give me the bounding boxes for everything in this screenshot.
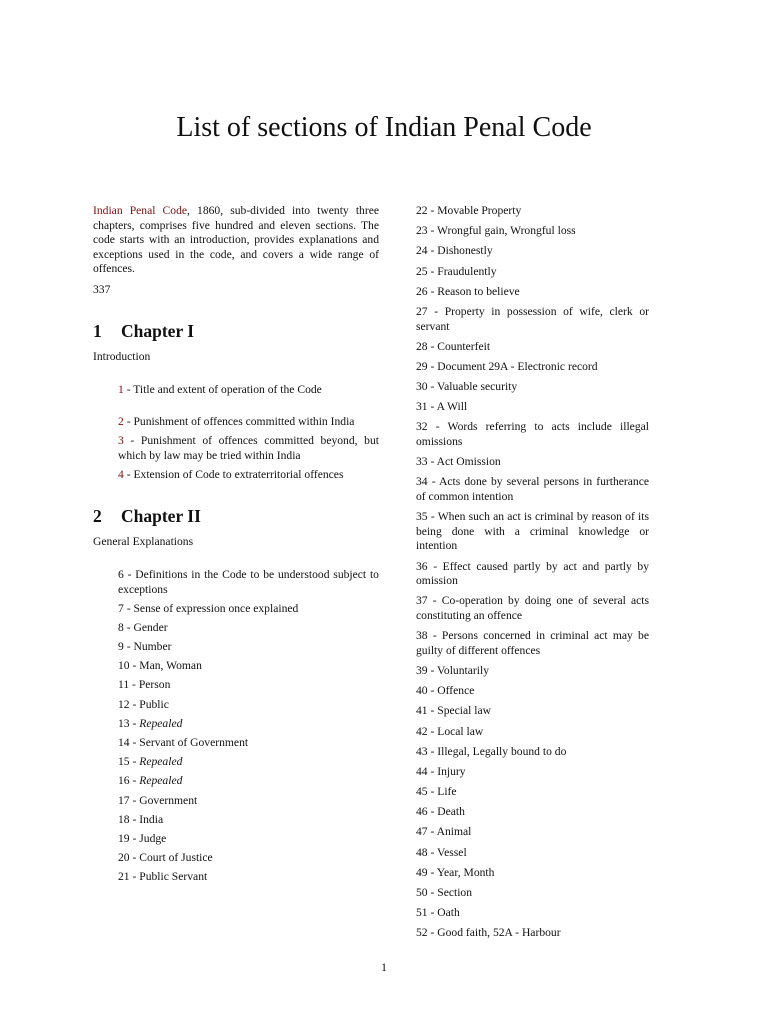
section-link[interactable]: 2 <box>118 415 124 429</box>
chapter-1-heading <box>93 320 379 341</box>
list-item: 11 - Person <box>118 678 171 692</box>
indian-penal-code-link[interactable]: Indian Penal Code <box>93 204 188 217</box>
list-item: 15 - Repealed <box>118 755 183 769</box>
list-item: 33 - Act Omission <box>416 455 501 469</box>
list-item: 36 - Effect caused partly by act and partly by omission <box>416 559 649 588</box>
list-item: 52 - Good faith, 52A - Harbour <box>416 926 561 940</box>
chapter-1-number: 1 <box>93 320 102 341</box>
list-item: 23 - Wrongful gain, Wrongful loss <box>416 224 576 238</box>
list-item: 8 - Gender <box>118 620 168 634</box>
list-item: 7 - Sense of expression once explained <box>118 601 299 615</box>
list-item: 44 - Injury <box>416 764 466 778</box>
list-item: 1 - Title and extent of operation of the Code <box>118 382 322 396</box>
chapter-2-subtitle: General Explanations <box>93 535 194 549</box>
list-item: 27 - Property in possession of wife, clerk or servant <box>416 304 649 333</box>
list-item: 29 - Document 29A - Electronic record <box>416 359 598 373</box>
intro-count: 337 <box>93 282 111 296</box>
list-item: 16 - Repealed <box>118 774 183 788</box>
intro-paragraph <box>93 204 379 277</box>
list-item: 43 - Illegal, Legally bound to do <box>416 744 567 758</box>
list-item: 38 - Persons concerned in criminal act may be guilty of different offences <box>416 629 649 657</box>
chapter-1-subtitle: Introduction <box>93 350 151 364</box>
list-item: 46 - Death <box>416 805 465 819</box>
list-item: 28 - Counterfeit <box>416 339 491 353</box>
right-column <box>416 204 649 947</box>
list-item: 48 - Vessel <box>416 845 467 859</box>
section-link[interactable]: 1 <box>118 382 124 396</box>
list-item: 2 - Punishment of offences committed within India <box>118 415 355 429</box>
page-number: 1 <box>381 960 387 974</box>
intro-text: , 1860, sub-divided into twenty three chapters, comprises five hundred and eleven sections. The code starts with an introduction, provides explanations and exceptions used in the code, and covers a wide range of offences. <box>93 204 379 276</box>
list-item: 40 - Offence <box>416 684 475 698</box>
list-item: 50 - Section <box>416 886 473 899</box>
list-item: 34 - Acts done by several persons in furtherance of common intention <box>416 475 649 504</box>
section-link[interactable]: 4 <box>118 468 124 482</box>
list-item: 6 - Definitions in the Code to be understood subject to exceptions <box>118 567 379 596</box>
chapter-2-list <box>93 568 379 885</box>
list-item: 14 - Servant of Government <box>118 736 249 749</box>
list-item: 21 - Public Servant <box>118 870 208 884</box>
list-item: 19 - Judge <box>118 831 167 845</box>
chapter-1-title: Chapter I <box>121 320 195 341</box>
list-item: 42 - Local law <box>416 724 484 738</box>
list-item: 9 - Number <box>118 640 172 654</box>
page-title: List of sections of Indian Penal Code <box>176 112 592 143</box>
list-item: 37 - Co-operation by doing one of several acts constituting an offence <box>416 594 649 622</box>
list-item: 49 - Year, Month <box>416 865 495 879</box>
list-item: 26 - Reason to believe <box>416 284 520 298</box>
list-item: 30 - Valuable security <box>416 380 518 394</box>
list-item: 35 - When such an act is criminal by reason of its being done with a criminal knowledge or intention <box>416 510 649 553</box>
list-item: 4 - Extension of Code to extraterritorial offences <box>118 468 344 482</box>
left-column <box>93 204 379 890</box>
list-item: 39 - Voluntarily <box>416 663 489 677</box>
chapter-2-title: Chapter II <box>121 505 201 526</box>
list-item: 47 - Animal <box>416 825 472 839</box>
list-item: 18 - India <box>118 812 164 826</box>
list-item: 45 - Life <box>416 785 457 799</box>
list-item: 10 - Man, Woman <box>118 659 202 673</box>
chapter-1-list <box>93 383 379 483</box>
section-link[interactable]: 3 <box>118 433 124 447</box>
list-item: 25 - Fraudulently <box>416 264 497 278</box>
chapter-2-number: 2 <box>93 505 102 526</box>
list-item: 17 - Government <box>118 793 198 807</box>
list-item: 24 - Dishonestly <box>416 244 493 258</box>
list-item: 41 - Special law <box>416 704 492 718</box>
list-item: 13 - Repealed <box>118 716 183 730</box>
list-item: 32 - Words referring to acts include illegal omissions <box>416 420 649 449</box>
list-item: 22 - Movable Property <box>416 204 522 217</box>
list-item: 31 - A Will <box>416 400 468 414</box>
list-item: 3 - Punishment of offences committed beyond, but which by law may be tried within India <box>118 433 379 462</box>
chapter-2-heading <box>93 505 379 526</box>
list-item: 51 - Oath <box>416 906 460 920</box>
list-item: 20 - Court of Justice <box>118 851 213 865</box>
list-item: 12 - Public <box>118 697 169 711</box>
